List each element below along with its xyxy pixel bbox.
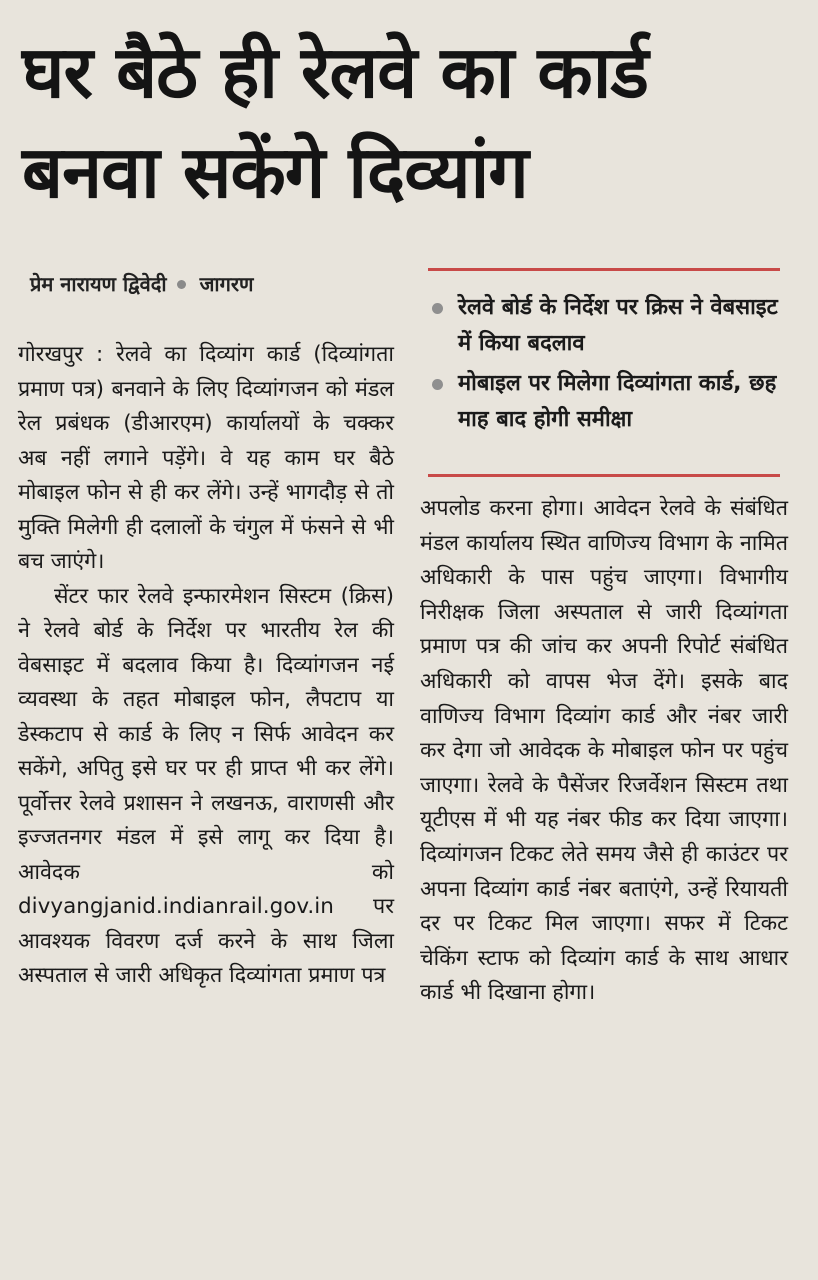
headline bbox=[22, 22, 802, 222]
article-paragraph-1: गोरखपुर : रेलवे का दिव्यांग कार्ड (दिव्यांगता प्रमाण पत्र) बनवाने के लिए दिव्यांगजन को मंडल रेल प्रबंधक (डीआरएम) कार्यालयों के चक्कर अब नहीं लगाने पड़ेंगे। वे यह काम घर बैठे मोबाइल फोन से ही कर लेंगे। उन्हें भागदौड़ से तो मुक्ति मिलेगी ही दलालों के चंगुल में फंसने से भी बच जाएंगे। bbox=[18, 342, 394, 574]
highlight-text: मोबाइल पर मिलेगा दिव्यांगता कार्ड, छह माह बाद होगी समीक्षा bbox=[458, 371, 777, 432]
headline-line-1: घर बैठे ही रेलवे का कार्ड bbox=[22, 30, 648, 114]
bullet-dot-icon bbox=[432, 303, 443, 314]
divider-top bbox=[428, 268, 780, 271]
article-column-left bbox=[18, 338, 394, 994]
article-column-right bbox=[420, 492, 788, 1011]
byline bbox=[30, 270, 410, 297]
divider-bottom bbox=[428, 474, 780, 477]
highlights-box bbox=[428, 290, 788, 442]
bullet-dot-icon bbox=[432, 379, 443, 390]
byline-publication: जागरण bbox=[199, 272, 254, 296]
highlight-text: रेलवे बोर्ड के निर्देश पर क्रिस ने वेबसाइट में किया बदलाव bbox=[458, 295, 778, 356]
article-paragraph-2: सेंटर फार रेलवे इन्फारमेशन सिस्टम (क्रिस) ने रेलवे बोर्ड के निर्देश पर भारतीय रेल की वेबसाइट में बदलाव किया है। दिव्यांगजन नई व्यवस्था के तहत मोबाइल फोन, लैपटाप या डेस्कटाप से कार्ड के लिए न सिर्फ आवेदन कर सकेंगे, अपितु इसे घर पर ही प्राप्त भी कर लेंगे। पूर्वोत्तर रेलवे प्रशासन ने लखनऊ, वाराणसी और इज्जतनगर मंडल में इसे लागू कर दिया है। आवेदक को divyangjanid.indianrail.gov.in पर आवश्यक विवरण दर्ज करने के साथ जिला अस्पताल से जारी अधिकृत दिव्यांगता प्रमाण पत्र bbox=[18, 583, 394, 988]
article-paragraph-3: अपलोड करना होगा। आवेदन रेलवे के संबंधित मंडल कार्यालय स्थित वाणिज्य विभाग के नामित अधिकारी के पास पहुंच जाएगा। विभागीय निरीक्षक जिला अस्पताल से जारी दिव्यांगता प्रमाण पत्र की जांच कर अपनी रिपोर्ट संबंधित अधिकारी को वापस भेज देंगे। इसके बाद वाणिज्य विभाग दिव्यांग कार्ड और नंबर जारी कर देगा जो आवेदक के मोबाइल फोन पर पहुंच जाएगा। रेलवे के पैसेंजर रिजर्वेशन सिस्टम तथा यूटीएस में भी यह नंबर फीड कर दिया जाएगा। दिव्यांगजन टिकट लेते समय जैसे ही काउंटर पर अपना दिव्यांग कार्ड नंबर बताएंगे, उन्हें रियायती दर पर टिकट मिल जाएगा। सफर में टिकट चेकिंग स्टाफ को दिव्यांग कार्ड के साथ आधार कार्ड भी दिखाना होगा। bbox=[420, 496, 788, 1006]
highlight-item bbox=[428, 290, 788, 362]
bullet-dot-icon bbox=[177, 280, 186, 289]
headline-line-2: बनवा सकेंगे दिव्यांग bbox=[22, 130, 528, 214]
highlight-item bbox=[428, 366, 788, 438]
byline-author: प्रेम नारायण द्विवेदी bbox=[30, 272, 167, 296]
